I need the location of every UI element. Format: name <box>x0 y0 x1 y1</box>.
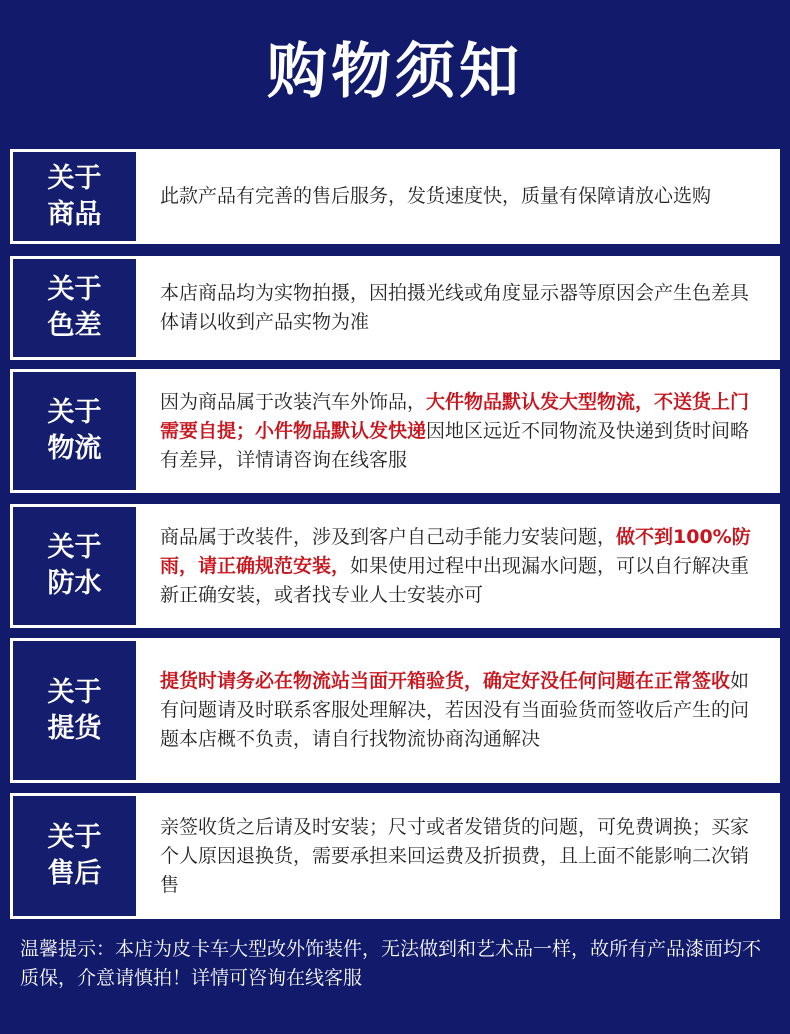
card-label: 关于售后 <box>47 822 102 889</box>
card-body <box>160 149 766 244</box>
card-text-highlight: 做不到100%防雨，请正确规范安装， <box>160 525 751 577</box>
card-label-box <box>13 796 136 916</box>
footer-note: 温馨提示：本店为皮卡车大型改外饰装件，无法做到和艺术品一样，故所有产品漆面均不质保，介意请慎拍！详情可咨询在线客服 <box>20 938 762 989</box>
card-text <box>160 523 766 610</box>
card-text-highlight: 大件物品默认发大型物流，不送货上门需要自提；小件物品默认发快递 <box>160 390 750 442</box>
card-text-highlight: 提货时请务必在物流站当面开箱验货，确定好没任何问题在正常签收 <box>160 670 731 692</box>
card-label-box <box>13 372 136 490</box>
page-title: 购物须知 <box>267 37 523 107</box>
card-text <box>160 182 711 211</box>
card-label: 关于色差 <box>47 274 102 341</box>
card-label: 关于防水 <box>47 532 102 599</box>
card-body <box>160 793 766 919</box>
card-text-segment: 商品属于改装件，涉及到客户自己动手能力安装问题， <box>160 525 617 548</box>
notice-card-color-difference <box>10 256 780 360</box>
card-label-box <box>13 507 136 625</box>
card-body <box>160 256 766 360</box>
card-text <box>160 279 766 337</box>
notice-card-product <box>10 149 780 244</box>
card-text-segment: 如有问题请及时联系客服处理解决，若因没有当面验货而签收后产生的问题本店概不负责，请自行找物流协商沟通解决 <box>160 670 750 750</box>
card-text-segment: 此款产品有完善的售后服务，发货速度快，质量有保障请放心选购 <box>160 185 712 207</box>
notice-card-waterproof <box>10 504 780 628</box>
card-text-segment: 因为商品属于改装汽车外饰品， <box>160 390 427 413</box>
card-body <box>160 504 766 628</box>
notice-card-pickup <box>10 638 780 783</box>
card-text-segment: 本店商品均为实物拍摄，因拍摄光线或角度显示器等原因会产生色差具体请以收到产品实物为准 <box>160 282 750 333</box>
card-text <box>160 388 766 475</box>
card-body <box>160 638 766 783</box>
card-label: 关于物流 <box>47 397 102 464</box>
card-label: 关于提货 <box>47 676 102 744</box>
card-body <box>160 369 766 493</box>
card-text-segment: 因地区远近不同物流及快递到货时间略有差异，详情请咨询在线客服 <box>160 419 750 471</box>
card-text-segment: 如果使用过程中出现漏水问题，可以自行解决重新正确安装，或者找专业人士安装亦可 <box>160 554 750 606</box>
card-label-box <box>13 152 136 241</box>
card-text <box>160 667 766 754</box>
card-text <box>160 813 766 900</box>
card-text-segment: 亲签收货之后请及时安装；尺寸或者发错货的问题，可免费调换；买家个人原因退换货，需要承担来回运费及折损费，且上面不能影响二次销售 <box>160 815 750 896</box>
card-label-box <box>13 259 136 357</box>
notice-card-after-sales <box>10 793 780 919</box>
card-label: 关于商品 <box>47 162 102 230</box>
card-label-box <box>13 641 136 780</box>
notice-card-logistics <box>10 369 780 493</box>
